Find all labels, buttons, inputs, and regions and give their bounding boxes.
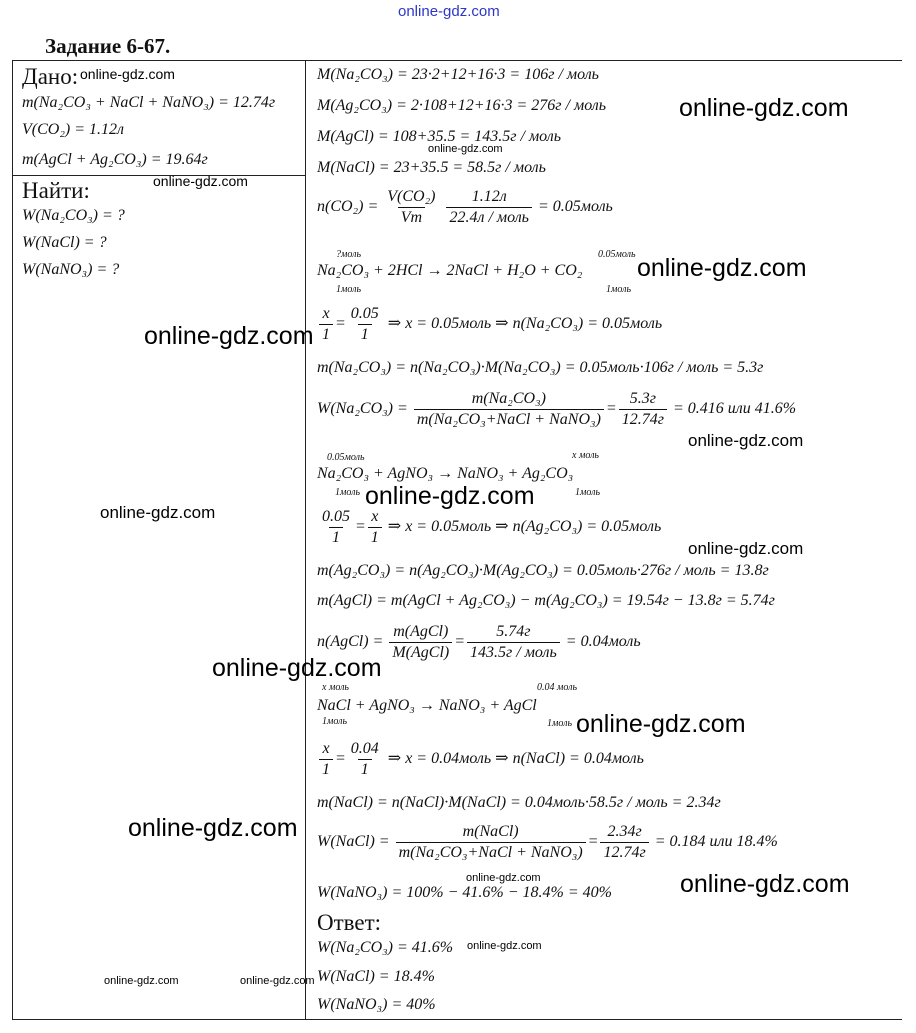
watermark: online-gdz.com bbox=[637, 254, 807, 282]
w-nacl-equation: W(NaCl) = $\frac{\text{m(NaCl)}}{\text{m(Na₂CO₃+NaCl + NaNO₃)}}$ = $\frac{2.34г}{12.74г}$ = 0.184 или 18.4% bbox=[317, 823, 778, 861]
reaction2-above-right: x моль bbox=[572, 450, 599, 461]
watermark: online-gdz.com bbox=[680, 870, 850, 898]
watermark: online-gdz.com bbox=[128, 814, 298, 842]
find-line: W(NaCl) = ? bbox=[22, 234, 107, 251]
watermark: online-gdz.com bbox=[428, 143, 503, 155]
frame-bottom bbox=[12, 1019, 902, 1020]
m-na2co3-line: m(Na₂CO₃) = n(Na₂CO₃)·M(Na₂CO₃) = 0.05моль·106г / моль = 5.3г bbox=[317, 359, 764, 376]
watermark: online-gdz.com bbox=[100, 503, 216, 522]
proportion2: $\frac{0.05}{1}$ = $\frac{x}{1}$ ⇒ x = 0.05моль ⇒ n(Ag₂CO₃) = 0.05моль bbox=[322, 508, 662, 546]
molar-mass-line: M(AgCl) = 108+35.5 = 143.5г / моль bbox=[317, 128, 562, 145]
given-line: V(CO₂) = 1.12л bbox=[22, 121, 124, 138]
find-line: W(Na₂CO₃) = ? bbox=[22, 207, 125, 224]
watermark: online-gdz.com bbox=[576, 710, 746, 738]
task-title: Задание 6-67. bbox=[45, 34, 171, 58]
reaction1-below-right: 1моль bbox=[606, 284, 632, 295]
molar-mass-line: M(NaCl) = 23+35.5 = 58.5г / моль bbox=[317, 159, 546, 176]
answer-line: W(Na₂CO₃) = 41.6% bbox=[317, 939, 454, 956]
watermark: online-gdz.com bbox=[467, 940, 542, 952]
watermark: online-gdz.com bbox=[212, 654, 382, 682]
m-agcl-line: m(AgCl) = m(AgCl + Ag₂CO₃) − m(Ag₂CO₃) = 19.54г − 13.8г = 5.74г bbox=[317, 592, 775, 609]
find-header: Найти: bbox=[22, 178, 90, 203]
reaction1-above-right: 0.05моль bbox=[598, 249, 636, 260]
frame-left bbox=[12, 60, 13, 1020]
m-nacl-line: m(NaCl) = n(NaCl)·M(NaCl) = 0.04моль·58.5г / моль = 2.34г bbox=[317, 794, 721, 811]
watermark: online-gdz.com bbox=[153, 173, 248, 189]
answer-header: Ответ: bbox=[317, 910, 382, 935]
watermark: online-gdz.com bbox=[466, 872, 541, 884]
watermark: online-gdz.com bbox=[679, 94, 849, 122]
molar-mass-line: M(Na₂CO₃) = 23·2+12+16·3 = 106г / моль bbox=[317, 66, 599, 83]
m-ag2co3-line: m(Ag₂CO₃) = n(Ag₂CO₃)·M(Ag₂CO₃) = 0.05моль·276г / моль = 13.8г bbox=[317, 562, 769, 579]
reaction2-equation: Na₂CO₃ + AgNO₃ → NaNO₃ + Ag₂CO₃ bbox=[317, 465, 574, 482]
watermark: online-gdz.com bbox=[144, 322, 314, 350]
molar-mass-line: M(Ag₂CO₃) = 2·108+12+16·3 = 276г / моль bbox=[317, 97, 607, 114]
reaction3-below-right: 1моль bbox=[547, 718, 573, 729]
reaction3-above-left: x моль bbox=[322, 682, 349, 693]
n-agcl-equation: n(AgCl) = $\frac{\text{m(AgCl)}}{\text{M(AgCl)}}$ = $\frac{5.74г}{\text{143.5г / моль}}$ = 0.04моль bbox=[317, 623, 641, 661]
reaction2-below-left: 1моль bbox=[335, 487, 361, 498]
w-nano3-line: W(NaNO₃) = 100% − 41.6% − 18.4% = 40% bbox=[317, 884, 612, 901]
watermark: online-gdz.com bbox=[688, 539, 804, 558]
answer-line: W(NaNO₃) = 40% bbox=[317, 996, 436, 1013]
reaction2-above-left: 0.05моль bbox=[327, 452, 365, 463]
proportion1: $\frac{x}{1}$ = $\frac{0.05}{1}$ ⇒ x = 0.05моль ⇒ n(Na₂CO₃) = 0.05моль bbox=[317, 305, 662, 344]
find-line: W(NaNO₃) = ? bbox=[22, 261, 120, 278]
reaction1-above-left: ?моль bbox=[336, 249, 362, 260]
reaction3-above-right: 0.04 моль bbox=[537, 682, 578, 693]
reaction1-below-left: 1моль bbox=[336, 284, 362, 295]
w-na2co3-equation: W(Na₂CO₃) = $\frac{\text{m(Na₂CO₃)}}{\text{m(Na₂CO₃+NaCl + NaNO₃)}}$ = $\frac{5.3г}{12.74г}$ = 0.416 или 41.6% bbox=[317, 390, 797, 428]
reaction3-below-left: 1моль bbox=[322, 716, 348, 727]
watermark: online-gdz.com bbox=[688, 431, 804, 450]
proportion3: $\frac{x}{1}$ = $\frac{0.04}{1}$ ⇒ x = 0.04моль ⇒ n(NaCl) = 0.04моль bbox=[317, 740, 644, 779]
given-line: m(Na₂CO₃ + NaCl + NaNO₃) = 12.74г bbox=[22, 94, 276, 111]
reaction3-equation: NaCl + AgNO₃ → NaNO₃ + AgCl bbox=[317, 697, 537, 714]
watermark: online-gdz.com bbox=[240, 975, 315, 987]
n-co2-equation: n(CO₂) = $\frac{\text{V(CO₂)}}{Vm}$ $\frac{1.12л}{\text{22.4л / моль}}$ = 0.05моль bbox=[317, 188, 613, 226]
frame-divider bbox=[305, 60, 306, 1020]
reaction2-below-right: 1моль bbox=[575, 487, 601, 498]
watermark: online-gdz.com bbox=[365, 482, 535, 510]
frame-top bbox=[12, 60, 902, 61]
watermark: online-gdz.com bbox=[80, 66, 175, 82]
answer-line: W(NaCl) = 18.4% bbox=[317, 968, 435, 985]
reaction1-equation: Na₂CO₃ + 2HCl → 2NaCl + H₂O + CO₂ bbox=[317, 262, 583, 279]
given-line: m(AgCl + Ag₂CO₃) = 19.64г bbox=[22, 151, 208, 168]
watermark: online-gdz.com bbox=[104, 975, 179, 987]
site-url-link[interactable]: online-gdz.com bbox=[398, 3, 500, 20]
given-header: Дано: bbox=[22, 64, 79, 89]
